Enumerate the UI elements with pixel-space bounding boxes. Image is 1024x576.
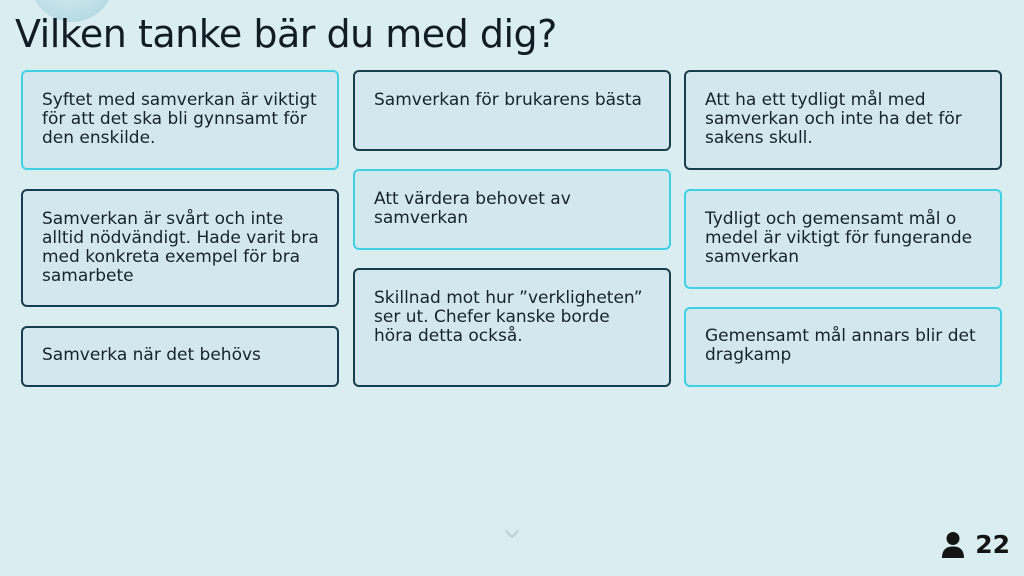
page-title: Vilken tanke bär du med dig? xyxy=(15,12,557,56)
response-card: Samverkan för brukarens bästa xyxy=(353,70,671,151)
participant-count: 22 xyxy=(975,530,1010,559)
response-card: Tydligt och gemensamt mål o medel är viktigt för fungerande samverkan xyxy=(684,189,1002,289)
response-card: Skillnad mot hur ”verkligheten” ser ut. Chefer kanske borde höra detta också. xyxy=(353,268,671,387)
response-card: Att värdera behovet av samverkan xyxy=(353,169,671,250)
person-icon xyxy=(941,531,965,559)
response-card: Samverkan är svårt och inte alltid nödvändigt. Hade varit bra med konkreta exempel för bra samarbete xyxy=(21,189,339,307)
response-card: Samverka när det behövs xyxy=(21,326,339,387)
participant-counter xyxy=(941,530,1010,559)
response-card: Syftet med samverkan är viktigt för att det ska bli gynnsamt för den enskilde. xyxy=(21,70,339,170)
response-card: Att ha ett tydligt mål med samverkan och inte ha det för sakens skull. xyxy=(684,70,1002,170)
response-card: Gemensamt mål annars blir det dragkamp xyxy=(684,307,1002,387)
chevron-down-icon[interactable] xyxy=(504,528,520,540)
